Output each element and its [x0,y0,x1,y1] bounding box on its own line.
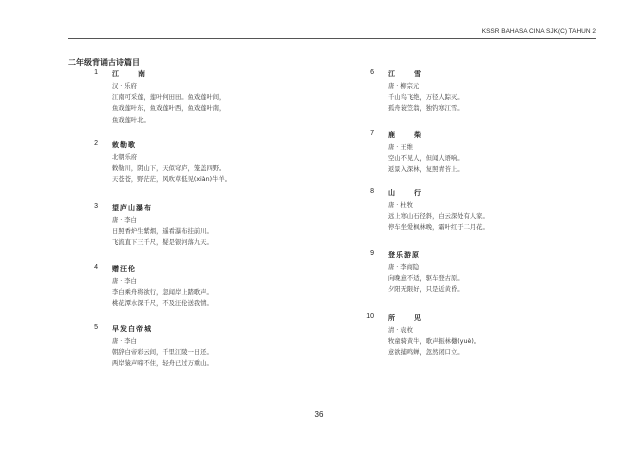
poem-number: 10 [366,313,374,320]
poem-lines [112,287,213,310]
poem-line: 停车坐爱枫林晚，霜叶红于二月花。 [388,224,489,232]
poem-author: 唐 · 李白 [112,338,137,345]
poem-number: 5 [94,324,98,331]
poem-line: 敕勒川，阴山下，天似穹庐，笼盖四野。 [112,165,226,172]
poem-line: 日照香炉生紫烟，遥看瀑布挂前川。 [112,228,213,235]
poem-number: 1 [94,69,98,76]
poem-line: 飞流直下三千尺，疑是银河落九天。 [112,239,213,247]
poem-line: 意欲捕鸣蝉，忽然闭口立。 [388,349,464,357]
poem-number: 9 [370,250,374,257]
poem-line: 桃花潭水深千尺，不及汪伦送我情。 [112,300,213,308]
poem-line: 鱼戏莲叶北。 [112,116,150,124]
poem-lines [388,211,489,234]
poem-lines [112,92,225,126]
poem-lines [112,347,213,370]
poem-line: 鱼戏莲叶东，鱼戏莲叶西，鱼戏莲叶南， [112,105,226,113]
poem-number: 3 [94,203,98,210]
section-title: 二年级背诵古诗篇目 [68,58,140,67]
poem-title: 江 南 [112,70,151,78]
poem-author: 北朝乐府 [112,154,138,161]
poem-title: 敕勒歌 [112,141,136,149]
poem-line: 朝辞白帝彩云间，千里江陵一日还。 [112,349,213,356]
poem-title: 赠汪伦 [112,265,136,273]
poem-title: 早发白帝城 [112,325,152,333]
poem-line: 空山不见人，但闻人语响。 [388,155,464,162]
poem-title: 鹿 柴 [388,131,427,139]
poem-author: 唐 · 杜牧 [388,202,413,209]
poem-line: 返景入深林，复照青苔上。 [388,166,464,174]
poem-number: 4 [94,264,98,271]
poem-line: 江南可采莲，莲叶何田田。鱼戏莲叶间， [112,94,226,101]
poem-line: 两岸猿声啼不住，轻舟已过万重山。 [112,360,213,368]
poem-lines [112,163,231,186]
poem-line: 孤舟蓑笠翁，独钓寒江雪。 [388,105,464,113]
poem-line: 天苍苍，野茫茫，风吹草低见(xiàn)牛羊。 [112,176,231,184]
poem-lines [388,92,464,115]
poem-lines [388,273,464,296]
poem-lines [112,226,213,249]
poem-number: 2 [94,140,98,147]
poem-number: 8 [370,188,374,195]
poem-title: 登乐游原 [388,251,420,259]
poem-title: 望庐山瀑布 [112,204,152,212]
poem-author: 汉 · 乐府 [112,83,137,90]
poem-lines [388,153,464,176]
poem-number: 6 [370,69,374,76]
poem-line: 李白乘舟将欲行，忽闻岸上踏歌声。 [112,289,213,296]
poem-author: 唐 · 李白 [112,217,137,224]
poem-title: 山 行 [388,189,427,197]
poem-title: 江 雪 [388,70,427,78]
page-number: 36 [314,410,324,419]
poem-line: 夕阳无限好，只是近黄昏。 [388,286,464,294]
poem-line: 向晚意不适，驱车登古原。 [388,275,464,282]
poem-author: 唐 · 李白 [112,278,137,285]
header-rule [68,38,596,39]
poem-author: 唐 · 王维 [388,144,413,151]
poem-number: 7 [370,130,374,137]
running-header: KSSR BAHASA CINA SJK(C) TAHUN 2 [481,28,596,35]
poem-title: 所 见 [388,314,427,322]
poem-line: 牧童骑黄牛，歌声振林樾(yuè)。 [388,338,481,345]
poem-author: 唐 · 李商隐 [388,264,420,271]
poem-line: 远上寒山石径斜，白云深处有人家。 [388,213,489,220]
poem-line: 千山鸟飞绝，万径人踪灭。 [388,94,464,101]
poem-author: 唐 · 柳宗元 [388,83,420,90]
poem-lines [388,336,480,359]
poem-author: 清 · 袁枚 [388,327,413,334]
